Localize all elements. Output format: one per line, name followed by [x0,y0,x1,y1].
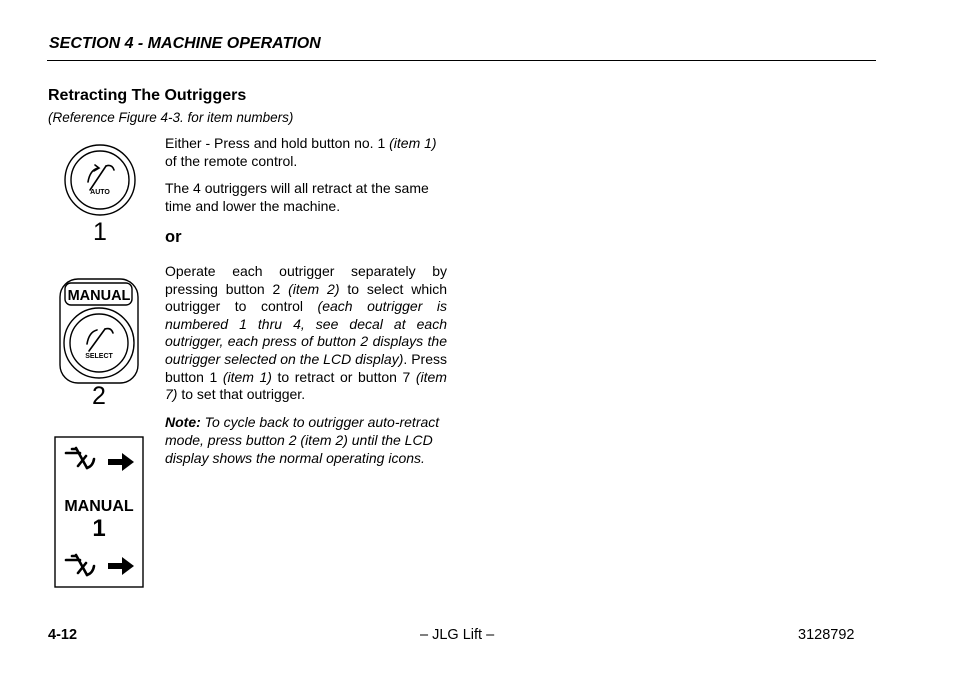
paragraph-either: Either - Press and hold button no. 1 (item 1) of the remote control. [165,135,437,169]
outrigger-icon-bottom [66,555,94,575]
auto-button-outer-ring [65,145,135,215]
arrow-right-icon-top [108,453,134,471]
section-reference: (Reference Figure 4-3. for item numbers) [48,110,294,125]
footer-brand: – JLG Lift – [420,627,495,643]
manual-label: MANUAL [67,288,131,304]
figure-number-1: 1 [93,218,107,246]
auto-button-inner-ring [71,151,129,209]
paragraph-all-retract: The 4 outriggers will all retract at the same time and lower the machine. [165,180,429,214]
note [165,413,449,467]
select-button-outer-ring [64,308,134,378]
note-label: Note: [165,414,201,430]
outrigger-select-icon [87,329,113,352]
figure-number-2: 2 [92,382,106,410]
lcd-outrigger-number: 1 [92,515,106,542]
document-number: 3128792 [798,627,855,643]
select-label: SELECT [85,353,113,360]
page-number: 4-12 [48,627,78,643]
lcd-manual-label: MANUAL [64,498,134,515]
or-separator: or [165,228,182,246]
select-button-inner-ring [70,314,128,372]
outrigger-icon-top [66,448,94,468]
section-header: SECTION 4 - MACHINE OPERATION [49,35,321,52]
section-title: Retracting The Outriggers [48,87,247,104]
auto-label: AUTO [90,189,110,196]
arrow-right-icon-bottom [108,557,134,575]
header-rule [47,60,876,61]
lcd-display-figure [54,436,144,588]
auto-button-figure [62,142,140,252]
paragraph-operate-separately: Operate each outrigger separately by pressing button 2 (item 2) to select which outrigger to control (each outrigger is numbered 1 thru 4, see decal at each outrigger, each press of button 2 displays the outrigger selected on the LCD display). Press button 1 (item 1) to retract or button 7 (item 7) to set that outrigger. [165,263,448,403]
note-text: To cycle back to outrigger auto-retract mode, press button 2 (item 2) until the LCD display shows the normal operating icons. [165,414,440,466]
outrigger-retract-icon [88,165,114,190]
manual-select-button-figure [58,278,142,413]
